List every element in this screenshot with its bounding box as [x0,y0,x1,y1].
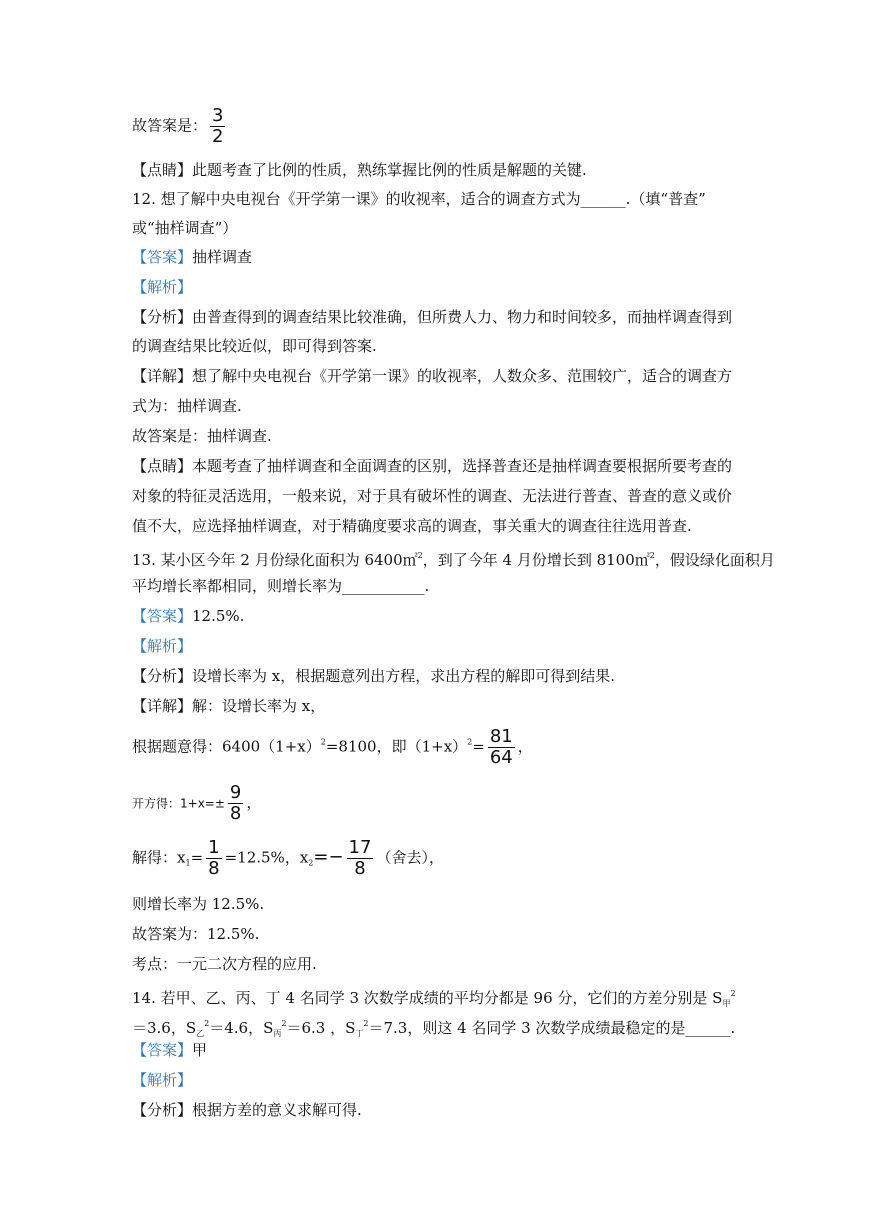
eq-text: = [190,848,204,867]
fraction-3-2 [210,106,225,147]
q14-text: ＝6.3 ，S [286,1019,356,1037]
superscript: 2 [730,989,736,998]
eq-text: 根据题意得：6400（1+x） [132,737,321,756]
note-line-2-q12: 对象的特征灵活选用，一般来说，对于具有破坏性的调查、无法进行普查、普查的意义或价 [132,487,733,505]
fraction-numerator: 1 [208,837,220,858]
fraction-numerator: 17 [348,837,372,858]
analysis-tag-q13: 【解析】 [132,637,193,655]
analysis-line-1-q12: 【分析】由普查得到的调查结果比较准确，但所费人力、物力和时间较多，而抽样调查得到 [132,308,733,326]
superscript: 2 [363,1019,369,1028]
subscript: 丁 [355,1029,364,1038]
detail-line-2-q12: 式为：抽样调查. [132,397,242,415]
fraction-81-64 [488,727,515,768]
detail-line-1-q12: 【详解】想了解中央电视台《开学第一课》的收视率，人数众多、范围较广，适合的调查方 [132,367,733,385]
fraction-numerator: 3 [212,105,224,126]
superscript: 2 [649,551,655,560]
answer-text: 故答案是： [132,116,208,135]
fraction-numerator: 9 [229,782,242,803]
note-line-1-q12: 【点睛】本题考查了抽样调查和全面调查的区别，选择普查还是抽样调查要根据所要考查的 [132,457,733,475]
fraction-denominator: 64 [489,747,513,768]
conclusion-line-q12: 故答案是：抽样调查. [132,427,272,445]
subscript: 1 [185,858,191,868]
answer-line-q14 [132,1040,207,1060]
superscript: 2 [204,1019,210,1028]
question-12-line-1: 12. 想了解中央电视台《开学第一课》的收视率，适合的调查方式为______.（填“普查” [132,190,706,208]
eq-text: =− [313,846,344,868]
equation-line-2-q13 [132,783,261,824]
note-line-3-q12: 值不大，应选择抽样调查，对于精确度要求高的调查，事关重大的调查往往选用普查. [132,517,692,535]
superscript: 2 [417,551,423,560]
eq-text: ， [246,793,262,812]
topic-line-q13: 考点：一元二次方程的应用. [132,955,317,973]
fraction-denominator: 8 [229,803,242,824]
eq-text: 解得：x [132,848,186,867]
eq-text: =8100，即（1+x） [325,737,468,756]
q14-text: ＝3.6，S [132,1019,197,1037]
q13-text-b: ，到了今年 4 月份增长到 8100㎡ [422,551,650,569]
equation-line-1-q13 [132,727,533,768]
answer-line-q13 [132,606,244,626]
question-12-line-2: 或“抽样调查”） [132,219,238,237]
question-13-line-1 [132,546,775,570]
fraction-denominator: 2 [212,126,224,147]
eq-text: 开方得：1+x=± [132,796,225,811]
eq-text: （舍去）， [376,848,444,867]
answer-line-q11 [132,106,228,147]
subscript: 2 [308,858,314,868]
answer-tag: 【答案】 [132,607,193,625]
detail-line-q13: 【详解】解：设增长率为 x， [132,697,326,715]
superscript: 2 [467,737,473,747]
fraction-denominator: 8 [347,858,374,879]
equation-line-3-q13 [132,838,444,879]
fraction-denominator: 8 [208,858,220,879]
q14-text: ＝7.3，则这 4 名同学 3 次数学成绩最稳定的是______. [368,1019,736,1037]
analysis-line-q14: 【分析】根据方差的意义求解可得. [132,1101,362,1119]
question-13-line-2: 平均增长率都相同，则增长率为___________. [132,577,430,595]
note-line-q11: 【点睛】此题考查了比例的性质，熟练掌握比例的性质是解题的关键. [132,161,587,179]
result-line-q13: 则增长率为 12.5%. [132,895,265,913]
answer-tag: 【答案】 [132,248,193,266]
subscript: 丙 [273,1029,282,1038]
analysis-line-2-q12: 的调查结果比较近似，即可得到答案. [132,337,377,355]
answer-value: 甲 [192,1041,208,1059]
fraction-9-8 [228,783,243,824]
eq-text: =12.5%，x [224,848,309,867]
analysis-tag-q12: 【解析】 [132,278,193,296]
answer-line-q12 [132,247,252,267]
question-14-line-1 [132,984,736,1014]
answer-tag: 【答案】 [132,1041,193,1059]
fraction-1-8 [206,838,221,879]
eq-text: = [472,737,485,756]
answer-value: 抽样调查 [192,248,253,266]
subscript: 甲 [722,999,731,1008]
eq-text: ， [517,737,533,756]
conclusion-line-q13: 故答案为：12.5%. [132,925,260,943]
question-14-line-2 [132,1014,735,1044]
subscript: 乙 [196,1029,205,1038]
answer-value: 12.5%. [192,607,245,625]
fraction-numerator: 81 [489,726,513,747]
superscript: 2 [281,1019,287,1028]
q13-text-c: ，假设绿化面积月 [654,551,775,569]
q14-text: 14. 若甲、乙、丙、丁 4 名同学 3 次数学成绩的平均分都是 96 分，它们的方差分别是 S [132,989,723,1007]
superscript: 2 [320,737,326,747]
analysis-tag-q14: 【解析】 [132,1071,193,1089]
q14-text: ＝4.6，S [209,1019,274,1037]
analysis-line-q13: 【分析】设增长率为 x，根据题意列出方程，求出方程的解即可得到结果. [132,667,615,685]
fraction-17-8 [347,838,374,879]
q13-text-a: 13. 某小区今年 2 月份绿化面积为 6400㎡ [132,551,418,569]
